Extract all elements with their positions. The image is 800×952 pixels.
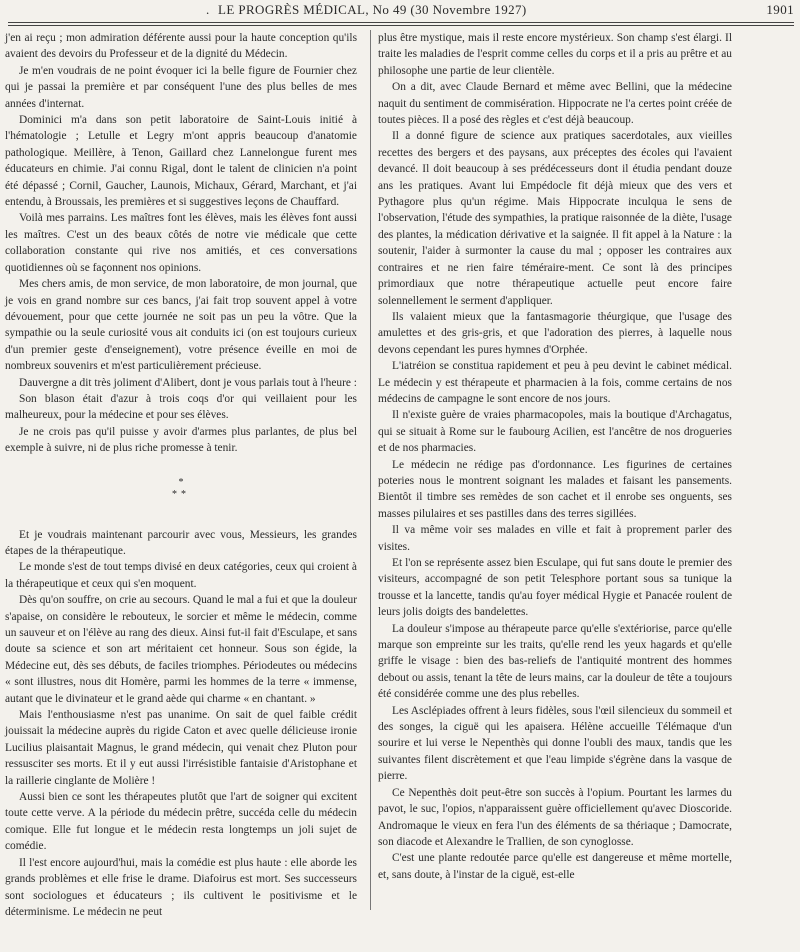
- paragraph: Dès qu'on souffre, on crie au secours. Quand le mal a fui et que la douleur s'apaise, on considère le rebouteux, le sorcier et même le médecin, comme un sauveur et on l'élève au rang des dieux. Ainsi fut-il fait d'Esculape, et sans doute sa science et son art méritaient cet honneur. Sous son égide, la Médecine eut, dès ses débuts, de faciles triomphes. Périodeutes ou médecins « sont illustres, nous dit Homère, parmi les hommes de la terre « immense, autant que le divinateur et le grand aède qui charme « en chantant. »: [5, 594, 357, 705]
- paragraph: Ce Nepenthès doit peut-être son succès à l'opium. Pourtant les larmes du pavot, le suc, l'opios, n'apparaissent guère officiellement qu'avec Dioscoride. Andromaque le vieux en fera l'un des éléments de sa thériaque ; Damocrate, son diacode et Alexandre le Trallien, de son cynoglosse.: [378, 786, 732, 848]
- journal-title: LE PROGRÈS MÉDICAL, No 49 (30 Novembre 1927): [218, 2, 527, 17]
- paragraph: Et l'on se représente assez bien Esculape, qui fut sans doute le premier des visiteurs, accompagné de son petit Telesphore portant sous sa tunique la trousse et la lancette, tandis qu'au foyer médical Hygie et Panacée roulent de leurs jolis doigts des bandelettes.: [378, 557, 732, 619]
- paragraph: plus être mystique, mais il reste encore mystérieux. Son champ s'est élargi. Il traite les maladies de l'esprit comme celles du corps et il a pris au prêtre et au philosophe une partie de leur clientèle.: [378, 32, 732, 77]
- right-column: [378, 30, 732, 883]
- paragraph: Le monde s'est de tout temps divisé en deux catégories, ceux qui croient à la thérapeutique et ceux qui s'en moquent.: [5, 561, 357, 590]
- paragraph: Il a donné figure de science aux pratiques sacerdotales, aux vieilles recettes des bergers et des paysans, aux préceptes des écoles qui l'avaient devancé. Il doit beaucoup à ses prédécesseurs dont il étudia pendant douze ans les pratiques. Avant lui Empédocle fit déjà mieux que des vers et Pythagore plus qu'un régime. Mais Hippocrate inculqua le sens de l'observation, l'étude des sympathies, la pratique raisonnée de la diète, l'usage des plantes, la médication dérivative et la saignée. Il fit appel à la Nature : la soutenir, l'aider à surmonter la cause du mal ; opposer les contraires aux contraires et ne rien faire téméraire-ment. Ce sont là des principes primordiaux que notre thérapeutique actuelle peut encore faire solennellement le serment d'appliquer.: [378, 130, 732, 307]
- page-number: 1901: [766, 2, 794, 17]
- paragraph: Voilà mes parrains. Les maîtres font les élèves, mais les élèves font aussi les maîtres. C'est un des beaux côtés de notre vie médicale que cette collaboration constante qui rive nos amitiés, et ces conversations quotidiennes où se façonnent nos opinions.: [5, 212, 357, 274]
- paragraph: Il n'existe guère de vraies pharmacopoles, mais la boutique d'Archagatus, qui se situait à Rome sur le faubourg Acilien, est l'ancêtre de nos drogueries et de nos pharmacies.: [378, 409, 732, 455]
- paragraph: L'iatréion se constitua rapidement et peu à peu devint le cabinet médical. Le médecin y est thérapeute et pharmacien à la fois, comme certains de nos médecins de campagne le sont encore de nos jours.: [378, 360, 732, 405]
- separator-star-top: *: [178, 476, 184, 488]
- paragraph: On a dit, avec Claude Bernard et même avec Bellini, que la médecine naquit du sentiment de commisération. Hippocrate ne l'a certes point créée de toutes pièces. Il a posé des règles et c'est déjà beaucoup.: [378, 81, 732, 127]
- paragraph: j'en ai reçu ; mon admiration déférente aussi pour la haute conception qu'ils avaient des devoirs du Professeur et de la dignité du Médecin.: [5, 32, 357, 61]
- paragraph: Dominici m'a dans son petit laboratoire de Saint-Louis initié à l'hématologie ; Letulle et Legry m'ont appris beaucoup d'anatomie pathologique. Meillère, à Tenon, Gaillard chez Lannelongue furent mes éducateurs en chimie. J'ai connu Rigal, dont le talent de clinicien n'a point été dépassé ; Cornil, Gaucher, Launois, Michaux, Gérard, Marchant, et j'ai entendu, à Broussais, les premières et si suggestives leçons de Chauffard.: [5, 114, 357, 209]
- paragraph: Ils valaient mieux que la fantasmagorie théurgique, que l'usage des amulettes et des gris-gris, et que l'adoration des pierres, à laquelle nous devons cependant les pures hymnes d'Orphée.: [378, 310, 732, 356]
- paragraph: Je ne crois pas qu'il puisse y avoir d'armes plus parlantes, de plus bel exemple à suivre, ni de plus riche promesse à tenir.: [5, 425, 357, 455]
- paragraph: Le médecin ne rédige pas d'ordonnance. Les figurines de certaines poteries nous le montrent soignant les malades et faisant les pansements. Bientôt il timbre ses remèdes de son cachet et il enrobe ses onguents, ses masses pilulaires et ses pastilles dans des terres sigillées.: [378, 458, 732, 520]
- paragraph: Aussi bien ce sont les thérapeutes plutôt que l'art de soigner qui excitent toute cette verve. A la période du médecin prêtre, succéda celle du médecin comique. Elle fut longue et le médecin resta longtemps un joli sujet de comédie.: [5, 791, 357, 853]
- column-divider: [370, 30, 371, 910]
- header-dot: .: [206, 2, 210, 17]
- separator-stars-bottom: **: [172, 488, 190, 500]
- paragraph: La douleur s'impose au thérapeute parce qu'elle s'extériorise, parce qu'elle marque son empreinte sur les traits, qu'elle rend les yeux hagards et qu'elle griffe le visage : bien des bas-reliefs de l'antiquité montrent des hommes debout ou assis, tenant la tête de leurs mains, car la douleur de tête a toujours été considérée comme une des plus rebelles.: [378, 622, 732, 701]
- paragraph: Et je voudrais maintenant parcourir avec vous, Messieurs, les grandes étapes de la thérapeutique.: [5, 528, 357, 557]
- page-header: [6, 2, 796, 20]
- header-rule: [8, 22, 794, 26]
- left-column: [5, 30, 357, 920]
- paragraph: Mais l'enthousiasme n'est pas unanime. On sait de quel faible crédit jouissait la médecine auprès du rigide Caton et avec quelle délicieuse ironie Lucilius plaisantait Magnus, le grand médecin, qui venait chez Pluton pour ressusciter ses morts. Et il y eut aussi l'irrésistible fantaisie d'Aristophane et la raillerie cinglante de Molière !: [5, 709, 357, 787]
- paragraph: Dauvergne a dit très joliment d'Alibert, dont je vous parlais tout à l'heure :: [19, 376, 357, 389]
- paragraph: Il va même voir ses malades en ville et fait à proprement parler des visites.: [378, 524, 732, 553]
- section-separator: [5, 477, 357, 501]
- paragraph: Les Asclépiades offrent à leurs fidèles, sous l'œil silencieux du sommeil et des songes, la ciguë qui les apaisera. Hélène accueille Télémaque d'un sourire et lui verse le Nepenthès qui donne l'oubli des maux, tandis que les suivantes filent discrètement et que l'eau limpide s'égrène dans la vasque de pierre.: [378, 704, 732, 783]
- paragraph: Je m'en voudrais de ne point évoquer ici la belle figure de Fournier chez qui je passai la première et par conséquent l'une des plus belles de mes années d'internat.: [5, 64, 357, 110]
- paragraph: Mes chers amis, de mon service, de mon laboratoire, de mon journal, que je vois en grand nombre sur ces bancs, j'ai fait trop souvent appel à votre dévouement, pour que cette journée ne soit pas un peu la vôtre. Que la sympathie ou la seule curiosité vous ait conduits ici (on est toujours curieux d'un premier geste d'enseignement), votre présence éveille en moi de nombreux souvenirs et m'est particulièrement précieuse.: [5, 278, 357, 373]
- paragraph: Il l'est encore aujourd'hui, mais la comédie est plus haute : elle aborde les grands problèmes et elle frise le drame. Diafoirus est mort. Ses successeurs sont sociologues et éducateurs ; ils cultivent le positivisme et le déterminisme. Le médecin ne peut: [5, 856, 357, 918]
- paragraph: Son blason était d'azur à trois coqs d'or qui veillaient pour les malheureux, pour la médecine et pour ses élèves.: [5, 392, 357, 422]
- paragraph: C'est une plante redoutée parce qu'elle est dangereuse et même mortelle, et, sans doute, à l'instar de la ciguë, est-elle: [378, 852, 732, 881]
